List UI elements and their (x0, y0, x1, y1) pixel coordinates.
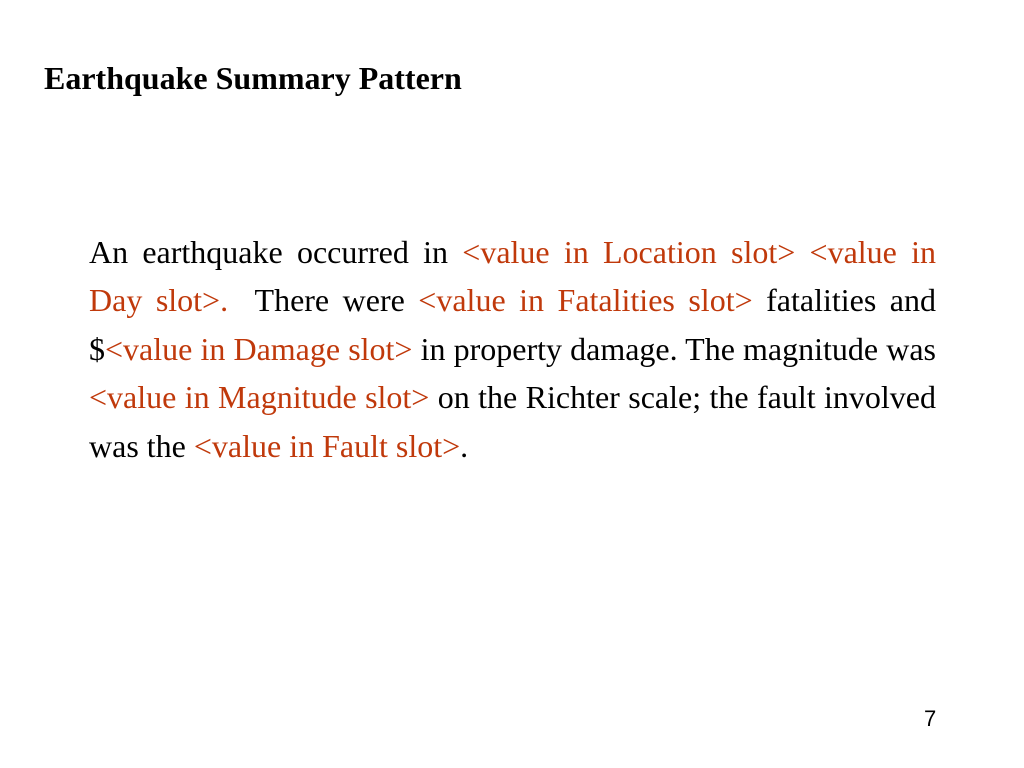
slide-title: Earthquake Summary Pattern (44, 60, 462, 96)
magnitude-slot: <value in Magnitude slot> (89, 379, 430, 416)
page-number: 7 (924, 706, 937, 731)
text-segment (795, 234, 809, 270)
damage-slot: <value in Damage slot> (105, 330, 413, 367)
text-segment: An earthquake occurred in (89, 234, 463, 270)
summary-paragraph (89, 228, 936, 470)
fault-slot: <value in Fault slot> (193, 427, 461, 464)
location-slot: <value in Location slot> (462, 234, 796, 270)
text-segment: on the Richter scale; the fault involved was the (89, 379, 937, 464)
text-segment: fatalities and $ (89, 282, 936, 367)
fatalities-slot: <value in Fatalities slot> (418, 282, 753, 319)
text-segment: in property damage. The magnitude was (412, 330, 937, 367)
day-slot: <value in Day slot>. (89, 234, 937, 319)
text-segment: There were (228, 282, 419, 319)
text-segment: . (460, 427, 469, 464)
